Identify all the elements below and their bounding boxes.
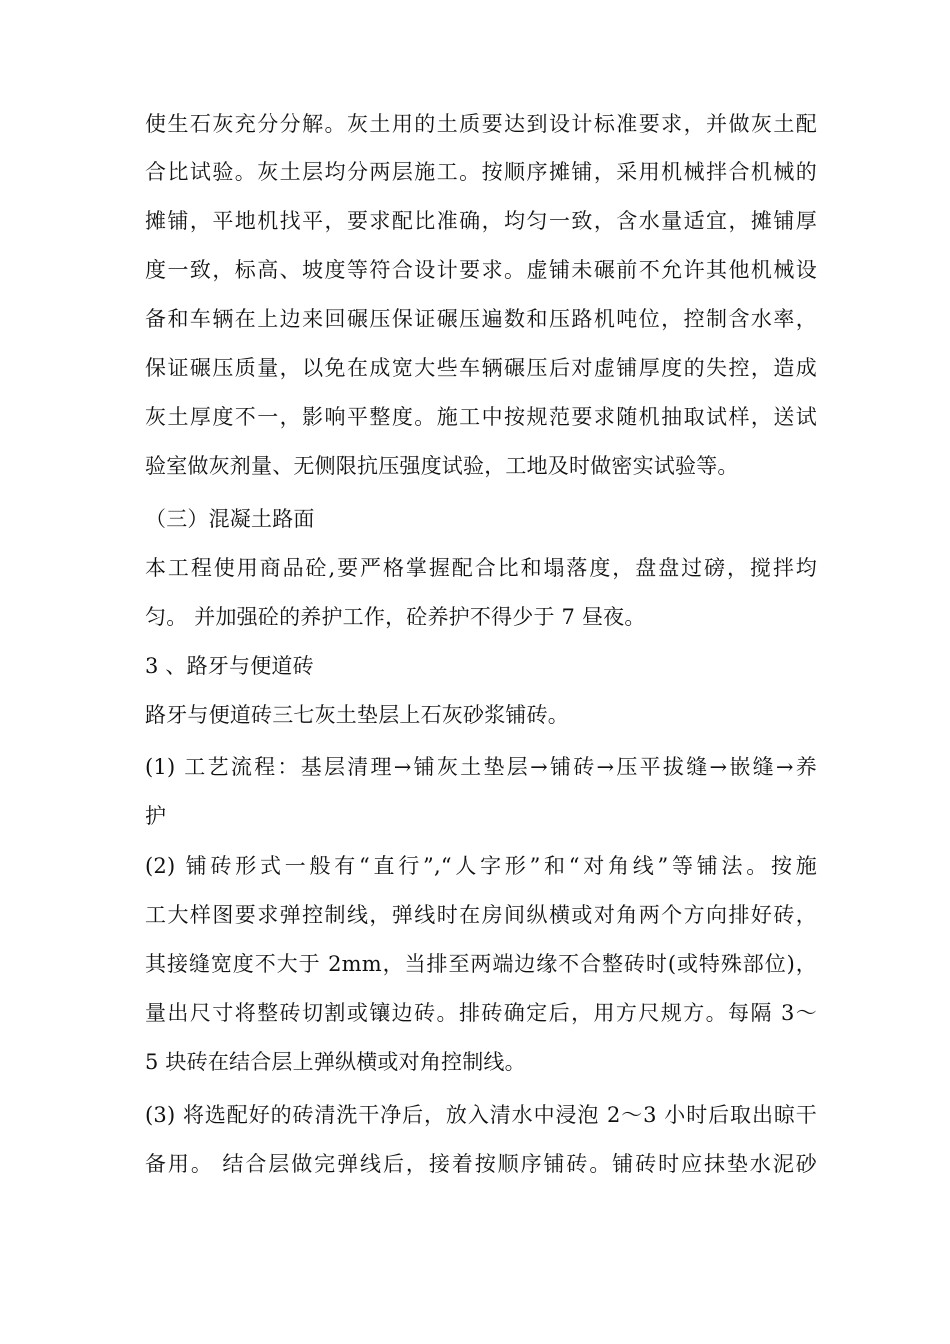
text-line: (1) 工艺流程：基层清理→铺灰土垫层→铺砖→压平拔缝→嵌缝→养 bbox=[145, 755, 817, 779]
text-line: (3) 将选配好的砖清洗干净后，放入清水中浸泡 2～3 小时后取出晾干 bbox=[145, 1103, 817, 1127]
text-line: 匀。 并加强砼的养护工作，砼养护不得少于 7 昼夜。 bbox=[145, 605, 646, 629]
text-line: 其接缝宽度不大于 2mm，当排至两端边缘不合整砖时(或特殊部位)， bbox=[145, 952, 817, 976]
text-line: 工大样图要求弹控制线，弹线时在房间纵横或对角两个方向排好砖， bbox=[145, 903, 817, 927]
text-line: 合比试验。灰土层均分两层施工。按顺序摊铺，采用机械拌合机械的 bbox=[145, 160, 817, 184]
text-line: 度一致，标高、坡度等符合设计要求。虚铺未碾前不允许其他机械设 bbox=[145, 258, 817, 282]
text-line: 灰土厚度不一，影响平整度。施工中按规范要求随机抽取试样，送试 bbox=[145, 405, 817, 429]
text-line: 保证碾压质量，以免在成宽大些车辆碾压后对虚铺厚度的失控，造成 bbox=[145, 356, 817, 380]
section-heading: 3 、路牙与便道砖 bbox=[145, 654, 314, 678]
text-line: 使生石灰充分分解。灰土用的土质要达到设计标准要求，并做灰土配 bbox=[145, 112, 817, 136]
section-heading: （三）混凝土路面 bbox=[145, 507, 315, 531]
text-line: 本工程使用商品砼,要严格掌握配合比和塌落度，盘盘过磅，搅拌均 bbox=[145, 556, 817, 580]
text-line: 护 bbox=[145, 804, 167, 828]
text-line: 备和车辆在上边来回碾压保证碾压遍数和压路机吨位，控制含水率， bbox=[145, 307, 817, 331]
text-line: 验室做灰剂量、无侧限抗压强度试验，工地及时做密实试验等。 bbox=[145, 454, 739, 478]
text-line: 5 块砖在结合层上弹纵横或对角控制线。 bbox=[145, 1050, 526, 1074]
text-line: 备用。 结合层做完弹线后，接着按顺序铺砖。铺砖时应抹垫水泥砂 bbox=[145, 1152, 817, 1176]
text-line: 量出尺寸将整砖切割或镶边砖。排砖确定后，用方尺规方。每隔 3～ bbox=[145, 1001, 817, 1025]
text-line: 路牙与便道砖三七灰土垫层上石灰砂浆铺砖。 bbox=[145, 703, 569, 727]
text-line: 摊铺，平地机找平，要求配比准确，均匀一致，含水量适宜，摊铺厚 bbox=[145, 209, 817, 233]
text-line: (2) 铺砖形式一般有“直行”,“人字形”和“对角线”等铺法。按施 bbox=[145, 854, 817, 878]
